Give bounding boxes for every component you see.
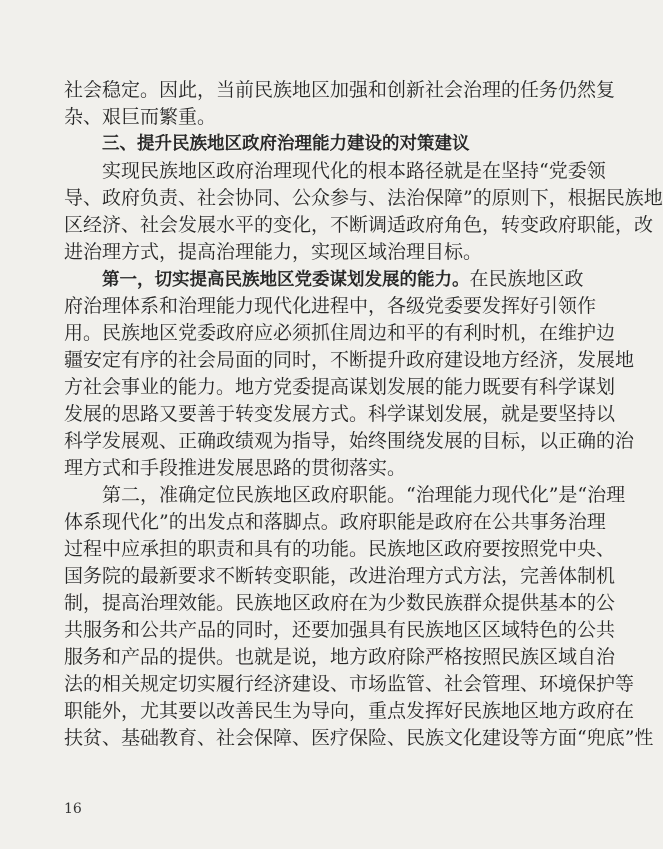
text-line: 扶贫、基础教育、社会保障、医疗保险、民族文化建设等方面“兜底”性 bbox=[64, 727, 654, 749]
text-line: 导、政府负责、社会协同、公众参与、法治保障”的原则下，根据民族地 bbox=[64, 187, 663, 209]
text-line: 进治理方式，提高治理能力，实现区域治理目标。 bbox=[64, 241, 483, 263]
text-line: 用。民族地区党委政府应必须抓住周边和平的有利时机，在维护边 bbox=[64, 322, 616, 344]
text-line: 制，提高治理效能。民族地区政府在为少数民族群众提供基本的公 bbox=[64, 592, 616, 614]
paragraph-lead-line bbox=[64, 266, 584, 293]
body-text bbox=[64, 77, 663, 752]
paragraph-lead: 第一，切实提高民族地区党委谋划发展的能力。 bbox=[102, 270, 470, 290]
text-line: 杂、艰巨而繁重。 bbox=[64, 106, 217, 128]
text-line: 实现民族地区政府治理现代化的根本路径就是在坚持“党委领 bbox=[102, 160, 606, 182]
text-line: 疆安定有序的社会局面的同时，不断提升政府建设地方经济，发展地 bbox=[64, 349, 635, 371]
text-line: 府治理体系和治理能力现代化进程中，各级党委要发挥好引领作 bbox=[64, 295, 597, 317]
text-line: 服务和产品的提供。也就是说，地方政府除严格按照民族区域自治 bbox=[64, 646, 616, 668]
text-line: 国务院的最新要求不断转变职能，改进治理方式方法，完善体制机 bbox=[64, 565, 616, 587]
text-line: 职能外，尤其要以改善民生为导向，重点发挥好民族地区地方政府在 bbox=[64, 700, 635, 722]
page-number: 16 bbox=[64, 801, 82, 817]
text-line: 第二，准确定位民族地区政府职能。“治理能力现代化”是“治理 bbox=[102, 484, 626, 506]
text-line: 法的相关规定切实履行经济建设、市场监管、社会管理、环境保护等 bbox=[64, 673, 635, 695]
text-line: 科学发展观、正确政绩观为指导，始终围绕发展的目标，以正确的治 bbox=[64, 430, 635, 452]
paragraph-lead-rest: 在民族地区政 bbox=[469, 268, 584, 290]
text-line: 共服务和公共产品的同时，还要加强具有民族地区区域特色的公共 bbox=[64, 619, 616, 641]
text-line: 过程中应承担的职责和具有的功能。民族地区政府要按照党中央、 bbox=[64, 538, 616, 560]
text-line: 理方式和手段推进发展思路的贯彻落实。 bbox=[64, 457, 407, 479]
text-line: 社会稳定。因此，当前民族地区加强和创新社会治理的任务仍然复 bbox=[64, 79, 616, 101]
text-line: 体系现代化”的出发点和落脚点。政府职能是政府在公共事务治理 bbox=[64, 511, 606, 533]
text-line: 方社会事业的能力。地方党委提高谋划发展的能力既要有科学谋划 bbox=[64, 376, 616, 398]
text-line: 发展的思路又要善于转变发展方式。科学谋划发展，就是要坚持以 bbox=[64, 403, 616, 425]
section-heading: 三、提升民族地区政府治理能力建设的对策建议 bbox=[102, 134, 470, 154]
text-line: 区经济、社会发展水平的变化，不断调适政府角色，转变政府职能，改 bbox=[64, 214, 654, 236]
